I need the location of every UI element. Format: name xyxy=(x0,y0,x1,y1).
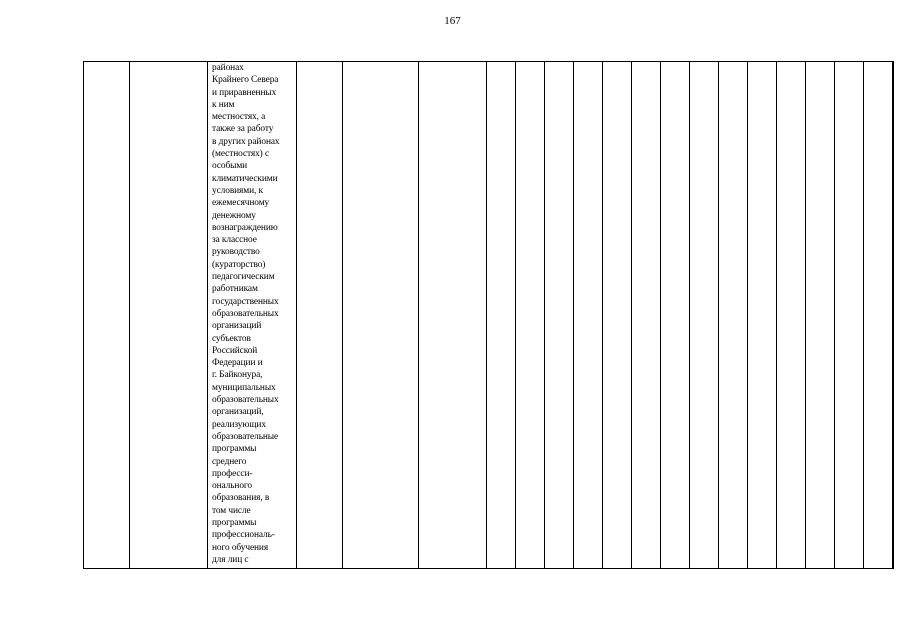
table-cell xyxy=(661,62,690,569)
table-cell xyxy=(719,62,748,569)
document-table xyxy=(83,61,894,569)
description-cell xyxy=(208,62,297,569)
table-cell xyxy=(343,62,419,569)
table-cell xyxy=(864,62,893,569)
table-cell xyxy=(690,62,719,569)
table-cell xyxy=(632,62,661,569)
table-cell xyxy=(603,62,632,569)
table-cell xyxy=(893,62,894,569)
description-text: районах Крайнего Севера и приравненных к ним местностях, а также за работу в других районах (местностях) с особыми климатическими условиями, к ежемесячному денежному вознаграждению за классное руководство (кураторство) педагогическим работникам государственных образовательных организаций субъектов Российской Федерации и г. Байконура, муниципальных образовательных организаций, реализующих образовательные программы среднего професси- онального образования, в том числе программы профессиональ- ного обучения для лиц с xyxy=(212,63,280,565)
table-cell xyxy=(748,62,777,569)
table-cell xyxy=(777,62,806,569)
table-cell xyxy=(419,62,487,569)
table-cell xyxy=(545,62,574,569)
table-cell xyxy=(835,62,864,569)
table-cell xyxy=(806,62,835,569)
table-cell xyxy=(84,62,130,569)
table-row xyxy=(84,62,894,569)
table-cell xyxy=(130,62,208,569)
table-cell xyxy=(516,62,545,569)
page-number: 167 xyxy=(444,15,461,27)
table-cell xyxy=(574,62,603,569)
table-cell xyxy=(487,62,516,569)
table-cell xyxy=(297,62,343,569)
